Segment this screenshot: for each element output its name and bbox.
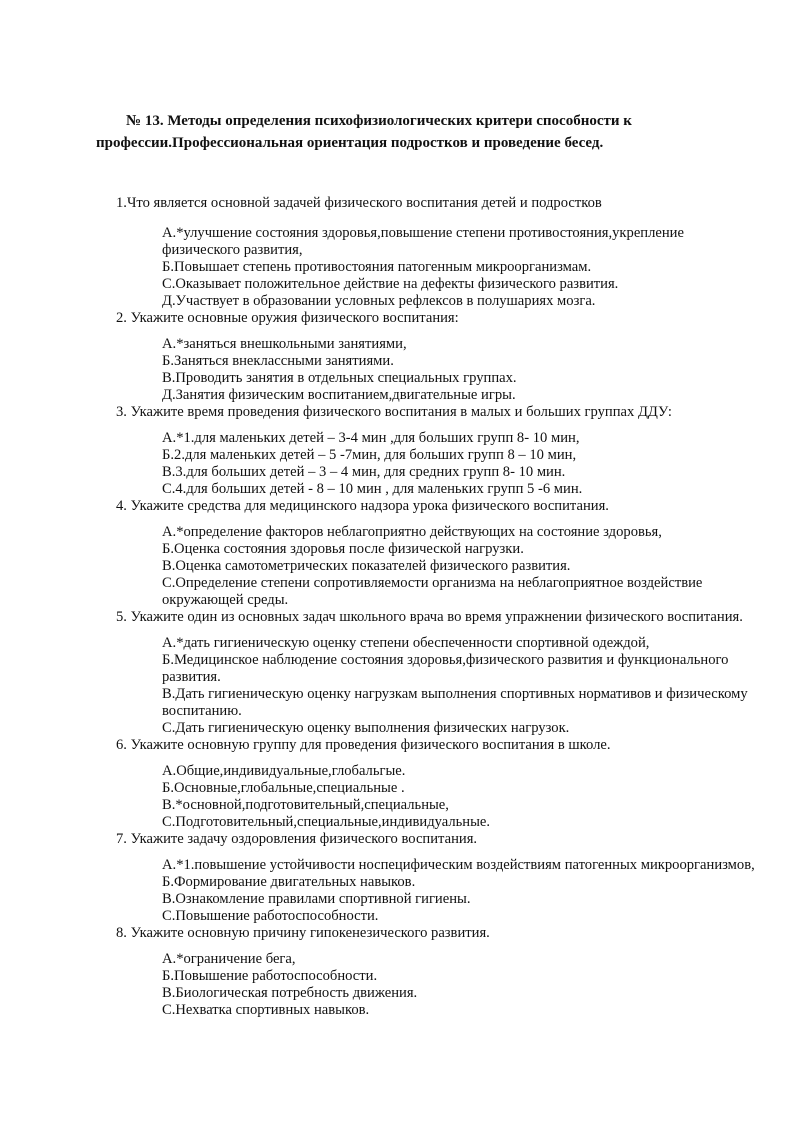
answer-option: Б.Основные,глобальные,специальные . bbox=[162, 780, 405, 796]
answer-option: Б.Оценка состояния здоровья после физической нагрузки. bbox=[162, 541, 524, 557]
question-8 bbox=[116, 925, 756, 1019]
question-text: 8. Укажите основную причину гипокенезического развития. bbox=[116, 925, 490, 941]
answer-options bbox=[162, 635, 756, 737]
answer-option: С.Определение степени сопротивляемости организма на неблагоприятное воздействие окружающей среды. bbox=[162, 575, 703, 608]
question-2 bbox=[116, 310, 756, 404]
answer-option: В.Дать гигиеническую оценку нагрузкам выполнения спортивных нормативов и физическому воспитанию. bbox=[162, 686, 748, 719]
question-text: 2. Укажите основные оружия физического воспитания: bbox=[116, 310, 459, 326]
answer-option: Б.Повышение работоспособности. bbox=[162, 968, 378, 984]
title-line-2: профессии.Профессиональная ориентация подростков и проведение бесед. bbox=[96, 135, 604, 151]
answer-option: В.Ознакомление правилами спортивной гигиены. bbox=[162, 891, 471, 907]
answer-option: С.Оказывает положительное действие на дефекты физического развития. bbox=[162, 276, 619, 292]
answer-options bbox=[162, 763, 756, 831]
answer-option: Д.Участвует в образовании условных рефлексов в полушариях мозга. bbox=[162, 293, 596, 309]
answer-option: Б.Медицинское наблюдение состояния здоровья,физического развития и функционального развития. bbox=[162, 652, 729, 685]
answer-options bbox=[162, 430, 756, 498]
answer-option: А.*определение факторов неблагоприятно действующих на состояние здоровья, bbox=[162, 524, 662, 540]
answer-option: Б.Повышает степень противостояния патогенным микроорганизмам. bbox=[162, 259, 592, 275]
answer-option: Б.2.для маленьких детей – 5 -7мин, для больших групп 8 – 10 мин, bbox=[162, 447, 577, 463]
question-text: 7. Укажите задачу оздоровления физического воспитания. bbox=[116, 831, 478, 847]
answer-options bbox=[162, 857, 756, 925]
question-3 bbox=[116, 404, 756, 498]
answer-option: С.Дать гигиеническую оценку выполнения физических нагрузок. bbox=[162, 720, 570, 736]
question-6 bbox=[116, 737, 756, 831]
answer-option: В.Биологическая потребность движения. bbox=[162, 985, 418, 1001]
answer-option: С.Подготовительный,специальные,индивидуальные. bbox=[162, 814, 491, 830]
answer-option: А.*улучшение состояния здоровья,повышение степени противостояния,укрепление физического развития, bbox=[162, 225, 684, 258]
answer-options bbox=[162, 951, 756, 1019]
question-4 bbox=[116, 498, 756, 609]
answer-options bbox=[162, 524, 756, 609]
title-line-1: № 13. Методы определения психофизиологических критери способности к bbox=[126, 113, 632, 129]
question-text: 6. Укажите основную группу для проведения физического воспитания в школе. bbox=[116, 737, 611, 753]
answer-option: В.3.для больших детей – 3 – 4 мин, для средних групп 8- 10 мин. bbox=[162, 464, 566, 480]
answer-option: А.*дать гигиеническую оценку степени обеспеченности спортивной одеждой, bbox=[162, 635, 650, 651]
document-title bbox=[96, 110, 736, 154]
answer-option: А.Общие,индивидуальные,глобальгые. bbox=[162, 763, 406, 779]
answer-option: В.Оценка самотометрических показателей физического развития. bbox=[162, 558, 571, 574]
question-text: 1.Что является основной задачей физического воспитания детей и подростков bbox=[116, 195, 602, 211]
answer-option: С.4.для больших детей - 8 – 10 мин , для маленьких групп 5 -6 мин. bbox=[162, 481, 583, 497]
answer-options bbox=[162, 225, 756, 310]
question-7 bbox=[116, 831, 756, 925]
answer-option: А.*заняться внешкольными занятиями, bbox=[162, 336, 407, 352]
question-list bbox=[116, 195, 756, 1019]
answer-option: Д.Занятия физическим воспитанием,двигательные игры. bbox=[162, 387, 516, 403]
question-text: 5. Укажите один из основных задач школьного врача во время упражнении физического воспитания. bbox=[116, 609, 743, 625]
answer-options bbox=[162, 336, 756, 404]
answer-option: Б.Формирование двигательных навыков. bbox=[162, 874, 416, 890]
question-5 bbox=[116, 609, 756, 737]
answer-option: А.*1.для маленьких детей – 3-4 мин ,для больших групп 8- 10 мин, bbox=[162, 430, 580, 446]
answer-option: В.*основной,подготовительный,специальные, bbox=[162, 797, 449, 813]
answer-option: Б.Заняться внеклассными занятиями. bbox=[162, 353, 394, 369]
answer-option: В.Проводить занятия в отдельных специальных группах. bbox=[162, 370, 517, 386]
answer-option: С.Нехватка спортивных навыков. bbox=[162, 1002, 370, 1018]
answer-option: С.Повышение работоспособности. bbox=[162, 908, 379, 924]
question-text: 4. Укажите средства для медицинского надзора урока физического воспитания. bbox=[116, 498, 609, 514]
answer-option: А.*ограничение бега, bbox=[162, 951, 296, 967]
question-text: 3. Укажите время проведения физического воспитания в малых и больших группах ДДУ: bbox=[116, 404, 672, 420]
question-1 bbox=[116, 195, 756, 310]
answer-option: А.*1.повышение устойчивости носпецифическим воздействиям патогенных микроорганизмов, bbox=[162, 857, 755, 873]
